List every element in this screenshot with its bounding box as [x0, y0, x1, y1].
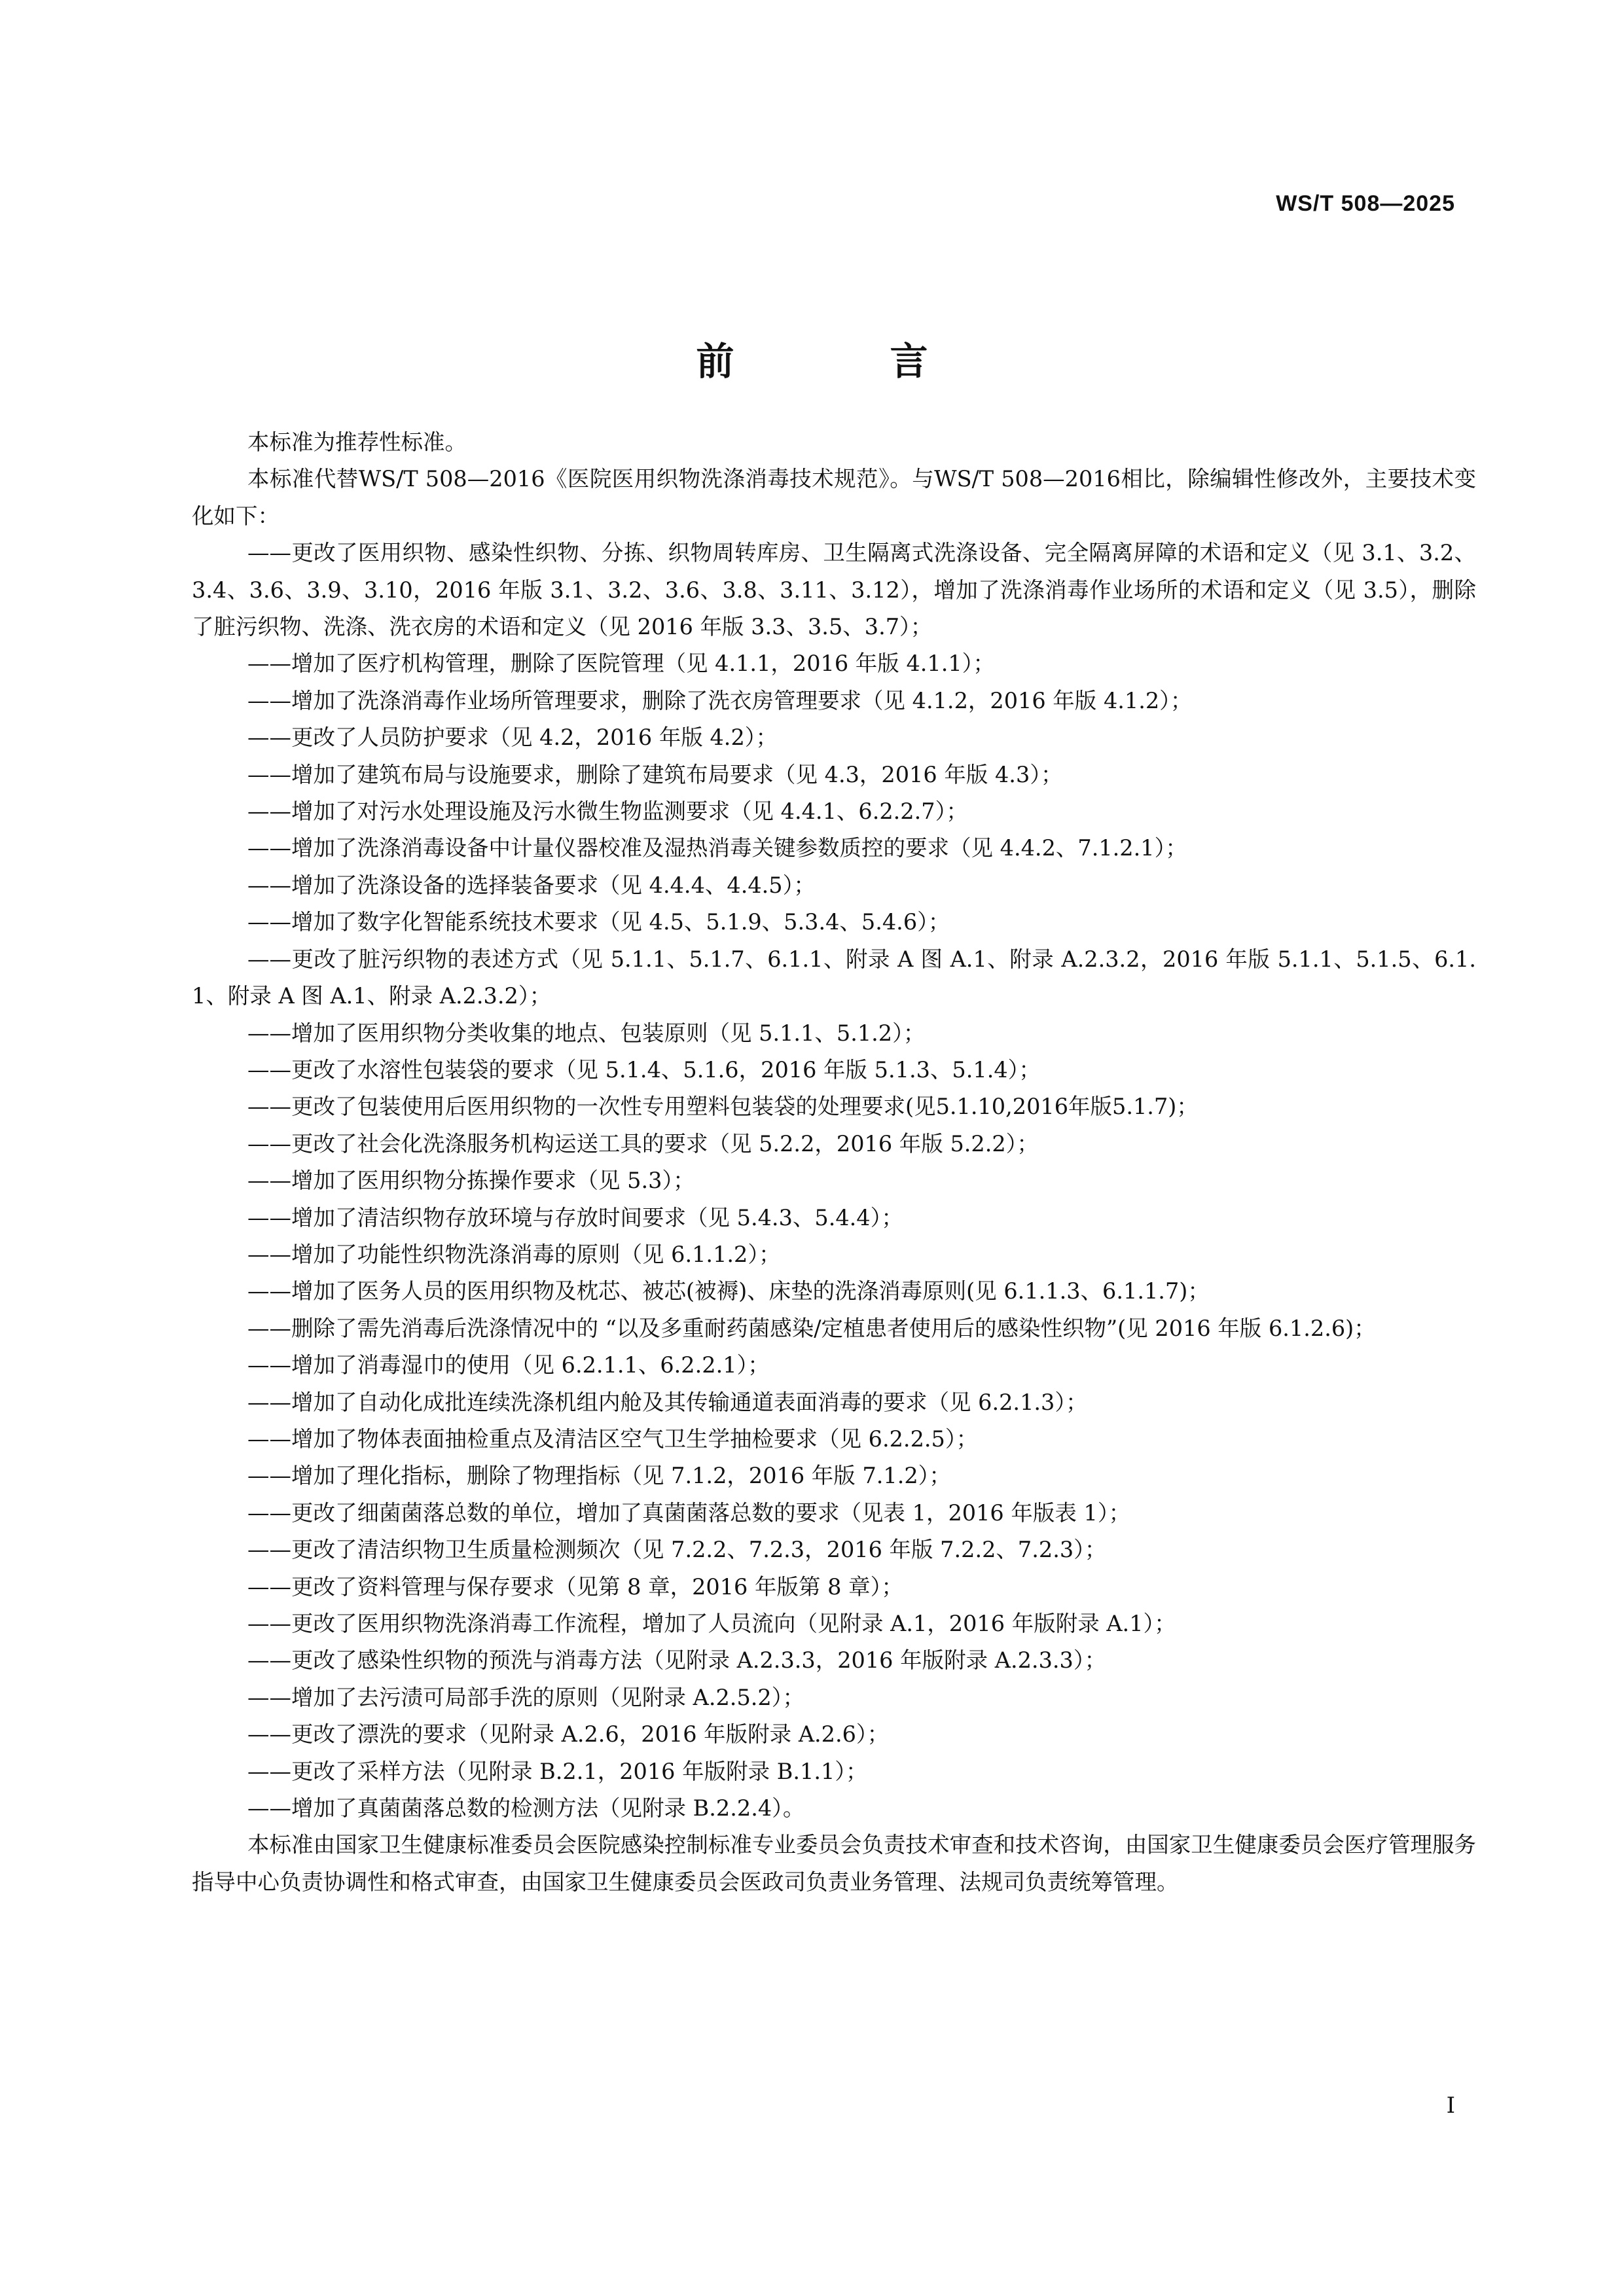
change-item: ——增加了对污水处理设施及污水微生物监测要求（见 4.4.1、6.2.2.7）； [247, 798, 968, 825]
paragraph: 本标准代替WS/T 508—2016《医院医用织物洗涤消毒技术规范》。与WS/T 508—2016相比，除编辑性修改外，主要技术变化如下： [192, 466, 1476, 529]
change-item: ——增加了真菌菌落总数的检测方法（见附录 B.2.2.4）。 [247, 1795, 805, 1821]
change-item: ——更改了漂洗的要求（见附录 A.2.6，2016 年版附录 A.2.6）； [247, 1721, 890, 1748]
change-item: ——增加了洗涤消毒作业场所管理要求，删除了洗衣房管理要求（见 4.1.2，2016 年版 4.1.2）； [247, 687, 1193, 713]
change-item: ——更改了资料管理与保存要求（见第 8 章，2016 年版第 8 章）； [247, 1573, 903, 1600]
change-item: ——更改了水溶性包装袋的要求（见 5.1.4、5.1.6，2016 年版 5.1.3、5.1.4）； [247, 1056, 1041, 1083]
change-item: ——更改了医用织物、感染性织物、分拣、织物周转库房、卫生隔离式洗涤设备、完全隔离屏障的术语和定义（见 3.1、3.2、3.4、3.6、3.9、3.10，2016 年版 3.1、3.2、3.6、3.8、3.11、3.12），增加了洗涤消毒作业场所的术语和定义（见 3.5），删除了脏污织物、洗涤、洗衣房的术语和定义（见 2016 年版 3.3、3.5、3.7）； [192, 540, 1476, 640]
page-title: 前 言 [696, 339, 987, 384]
change-item: ——更改了脏污织物的表述方式（见 5.1.1、5.1.7、6.1.1、附录 A 图 A.1、附录 A.2.3.2，2016 年版 5.1.1、5.1.5、6.1.1、附录 A 图 A.1、附录 A.2.3.2）； [192, 946, 1476, 1009]
standard-code: WS/T 508—2025 [1276, 191, 1455, 216]
change-item: ——增加了数字化智能系统技术要求（见 4.5、5.1.9、5.3.4、5.4.6）； [247, 909, 950, 935]
change-item: ——增加了物体表面抽检重点及清洁区空气卫生学抽检要求（见 6.2.2.5）； [247, 1426, 979, 1452]
change-item: ——更改了医用织物洗涤消毒工作流程，增加了人员流向（见附录 A.1，2016 年版附录 A.1）； [247, 1611, 1176, 1636]
change-item: ——增加了消毒湿巾的使用（见 6.2.1.1、6.2.2.1）； [247, 1352, 770, 1378]
change-item: ——增加了医用织物分拣操作要求（见 5.3）； [247, 1168, 695, 1194]
change-item: ——增加了医疗机构管理，删除了医院管理（见 4.1.1，2016 年版 4.1.1）； [247, 651, 995, 677]
change-item: ——增加了去污渍可局部手洗的原则（见附录 A.2.5.2）； [247, 1684, 804, 1710]
change-item: ——增加了自动化成批连续洗涤机组内舱及其传输通道表面消毒的要求（见 6.2.1.3）； [247, 1389, 1088, 1415]
change-item: ——增加了清洁织物存放环境与存放时间要求（见 5.4.3、5.4.4）； [247, 1204, 903, 1230]
change-item: ——更改了社会化洗涤服务机构运送工具的要求（见 5.2.2，2016 年版 5.2.2）； [247, 1130, 1039, 1157]
change-item: ——更改了细菌菌落总数的单位，增加了真菌菌落总数的要求（见表 1，2016 年版表 1）； [247, 1499, 1131, 1526]
change-item: ——更改了包装使用后医用织物的一次性专用塑料包装袋的处理要求(见5.1.10,2016年版5.1.7)； [247, 1094, 1199, 1120]
page-number: I [1446, 2092, 1455, 2119]
change-item: ——更改了采样方法（见附录 B.2.1，2016 年版附录 B.1.1）； [247, 1758, 868, 1784]
change-item: ——增加了医用织物分类收集的地点、包装原则（见 5.1.1、5.1.2）； [247, 1020, 926, 1046]
change-item: ——增加了洗涤消毒设备中计量仪器校准及湿热消毒关键参数质控的要求（见 4.4.2、7.1.2.1）； [247, 835, 1187, 861]
change-item: ——增加了建筑布局与设施要求，删除了建筑布局要求（见 4.3，2016 年版 4.3）； [247, 761, 1063, 787]
paragraph: 本标准由国家卫生健康标准委员会医院感染控制标准专业委员会负责技术审查和技术咨询，由国家卫生健康委员会医疗管理服务指导中心负责协调性和格式审查，由国家卫生健康委员会医政司负责业务管理、法规司负责统筹管理。 [192, 1832, 1476, 1895]
change-item: ——增加了理化指标，删除了物理指标（见 7.1.2，2016 年版 7.1.2）； [247, 1463, 951, 1489]
change-item: ——删除了需先消毒后洗涤情况中的 “以及多重耐药菌感染/定植患者使用后的感染性织物”(见 2016 年版 6.1.2.6)； [247, 1315, 1376, 1341]
document-body [192, 424, 1476, 1901]
change-item: ——增加了功能性织物洗涤消毒的原则（见 6.1.1.2）； [247, 1241, 781, 1267]
paragraph: 本标准为推荐性标准。 [247, 429, 467, 455]
change-item: ——更改了感染性织物的预洗与消毒方法（见附录 A.2.3.3，2016 年版附录 A.2.3.3）； [247, 1647, 1107, 1674]
change-item: ——增加了洗涤设备的选择装备要求（见 4.4.4、4.4.5）； [247, 872, 816, 898]
change-item: ——更改了清洁织物卫生质量检测频次（见 7.2.2、7.2.3，2016 年版 7.2.2、7.2.3）； [247, 1537, 1107, 1563]
change-item: ——更改了人员防护要求（见 4.2，2016 年版 4.2）； [247, 725, 778, 751]
change-item: ——增加了医务人员的医用织物及枕芯、被芯(被褥)、床垫的洗涤消毒原则(见 6.1.1.3、6.1.1.7)； [247, 1278, 1210, 1304]
